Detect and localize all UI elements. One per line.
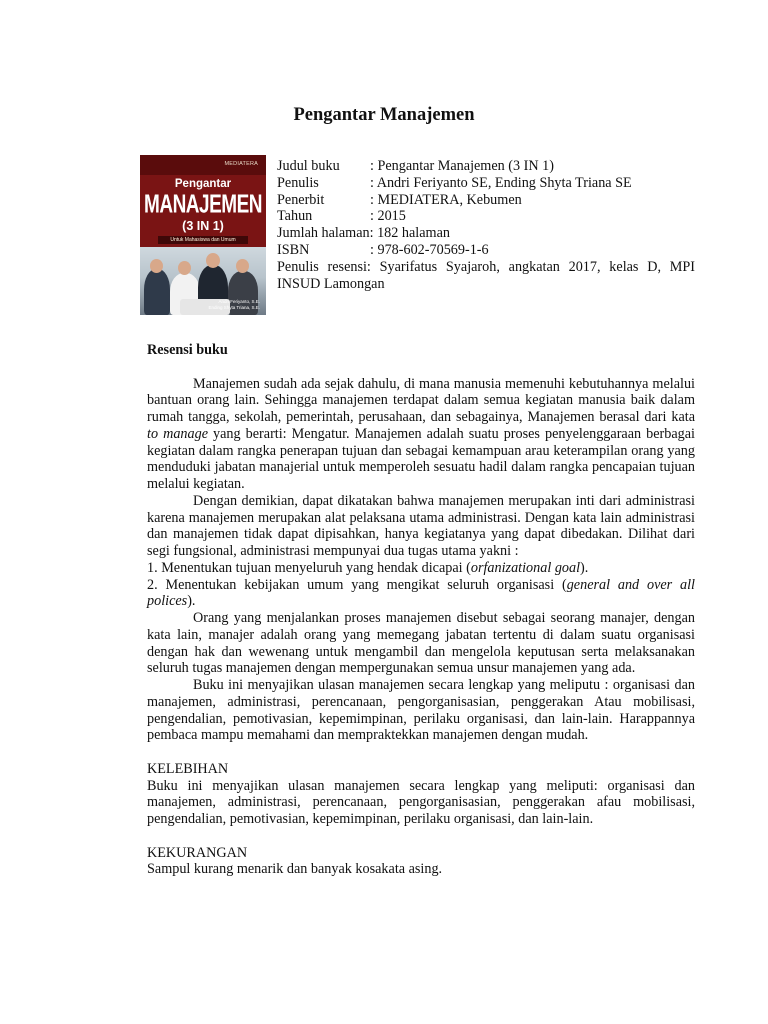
list-item-2-text-b: ). (187, 593, 196, 610)
info-value-isbn: : 978-602-70569-1-6 (370, 241, 489, 258)
cover-person-2-head (178, 261, 191, 275)
cover-person-1 (144, 269, 170, 315)
paragraph-3: Orang yang menjalankan proses manajemen disebut sebagai seorang manajer, dengan kata lain, manajer adalah orang yang memegang jabatan tertentu di dalam suatu organisasi dengan hak dan wewenang untuk mengambil dan mengelola keputusan serta melaksanakan seluruh tugas manajemen dengan mempergunakan semua unsur manajemen yang ada. (147, 610, 695, 677)
info-row-penulis (277, 175, 695, 192)
list-item-1-text-b: ). (580, 559, 589, 576)
cover-title-line-2: MANAJEMEN (144, 191, 262, 220)
cover-author-2: Ending Shyta Triana, S.E. (208, 305, 260, 310)
list-item-1-text-a: 1. Menentukan tujuan menyeluruh yang hendak dicapai ( (147, 559, 471, 576)
section-heading-resensi: Resensi buku (147, 342, 228, 358)
info-label-isbn: ISBN (277, 241, 310, 258)
kekurangan-text: Sampul kurang menarik dan banyak kosakata asing. (147, 861, 443, 878)
info-label-penerbit: Penerbit (277, 191, 325, 208)
book-info (277, 158, 695, 292)
section-heading-kelebihan: KELEBIHAN (147, 760, 229, 777)
cover-authors (208, 299, 260, 311)
list-item-1 (147, 560, 695, 577)
review-body (147, 342, 695, 878)
paragraph-1 (147, 376, 695, 493)
cover-title-line-1: Pengantar (174, 178, 232, 190)
info-row-isbn (277, 242, 695, 259)
spacer (147, 359, 695, 376)
spacer (147, 744, 695, 761)
cover-person-3-head (206, 253, 220, 268)
cover-person-4-head (236, 259, 249, 273)
paragraph-1-text-b: yang berarti: Mengatur. Manajemen adalah suatu proses penyelenggaraan berbagai kegiatan dalam rangka penerapan tujuan dan sebagai kemampuan arau keterampilan orang yang menduduki jabatan manajerial untuk memperoleh sesuatu hadil dalam rangka pencapaian tujuan melalui kegiatan. (147, 425, 695, 492)
info-row-resensi: Penulis resensi: Syarifatus Syajaroh, angkatan 2017, kelas D, MPI INSUD Lamongan (277, 258, 695, 292)
section-heading-kekurangan: KEKURANGAN (147, 844, 248, 861)
info-value-penerbit: : MEDIATERA, Kebumen (370, 191, 522, 208)
kelebihan-text: Buku ini menyajikan ulasan manajemen secara lengkap yang meliputi: organisasi dan manajemen, administrasi, perencanaan, pengorganisasian, penggerakan afau mobilisasi, pengendalian, pemotivasian, kepemimpinan, perilaku organisasi, dan lain-lain. (147, 777, 695, 827)
page-title: Pengantar Manajemen (293, 105, 475, 125)
info-value-judul: : Pengantar Manajemen (3 IN 1) (370, 158, 554, 174)
list-item-2-emphasis: general and over all polices (147, 576, 695, 610)
cover-subtitle: Untuk Mahasiswa dan Umum (158, 236, 248, 244)
info-row-jumlah: Jumlah halaman: 182 halaman (277, 225, 450, 242)
list-item-1-emphasis: orfanizational goal (470, 559, 581, 576)
cover-author-1: Andri Feriyanto, S.E. (218, 299, 260, 304)
cover-person-1-head (150, 259, 163, 273)
info-label-penulis: Penulis (277, 174, 319, 191)
info-row-penerbit (277, 192, 695, 209)
cover-publisher-badge: MEDIATERA (224, 161, 258, 167)
info-value-penulis: : Andri Feriyanto SE, Ending Shyta Triana SE (370, 174, 632, 191)
book-cover-image (140, 155, 266, 315)
list-item-2 (147, 577, 695, 611)
spacer (147, 828, 695, 845)
info-label-judul: Judul buku (277, 158, 340, 174)
info-row-tahun (277, 208, 695, 225)
paragraph-4: Buku ini menyajikan ulasan manajemen secara lengkap yang meliputu : organisasi dan manajemen, administrasi, perencanaan, pengorganisasian, penggerakan Atau mobilisasi, pengendalian, pemotivasian, kepemimpinan, perilaku organisasi, dan lain-lain. Harappannya pembaca mampu memahami dan mempraktekkan manajemen dengan mudah. (147, 677, 695, 744)
cover-title-line-3: (3 IN 1) (182, 219, 224, 233)
info-value-tahun: : 2015 (370, 208, 406, 225)
info-label-tahun: Tahun (277, 208, 313, 225)
paragraph-2: Dengan demikian, dapat dikatakan bahwa manajemen merupakan inti dari administrasi karena manajemen merupakan alat pelaksana utama administrasi. Dengan kata lain administrasi dan manajemen tidak dapat dipisahkan, hanya kegiatanya yang dapat dibedakan. Dilihat dari segi fungsional, administrasi mempunyai dua tugas utama yakni : (147, 492, 695, 559)
info-row-judul (277, 158, 695, 175)
paragraph-1-text-a: Manajemen sudah ada sejak dahulu, di mana manusia memenuhi kebutuhannya melalui bantuan orang lain. Sehingga manajemen terdapat dalam semua kegiatan manusia baik dalam rumah tangga, sekolah, pemerintah, perusahaan, dan sebagainya, Manajemen berasal dari kata (147, 375, 695, 425)
list-item-2-text-a: 2. Menentukan kebijakan umum yang mengikat seluruh organisasi ( (147, 576, 567, 593)
paragraph-1-emphasis: to manage (147, 425, 208, 442)
